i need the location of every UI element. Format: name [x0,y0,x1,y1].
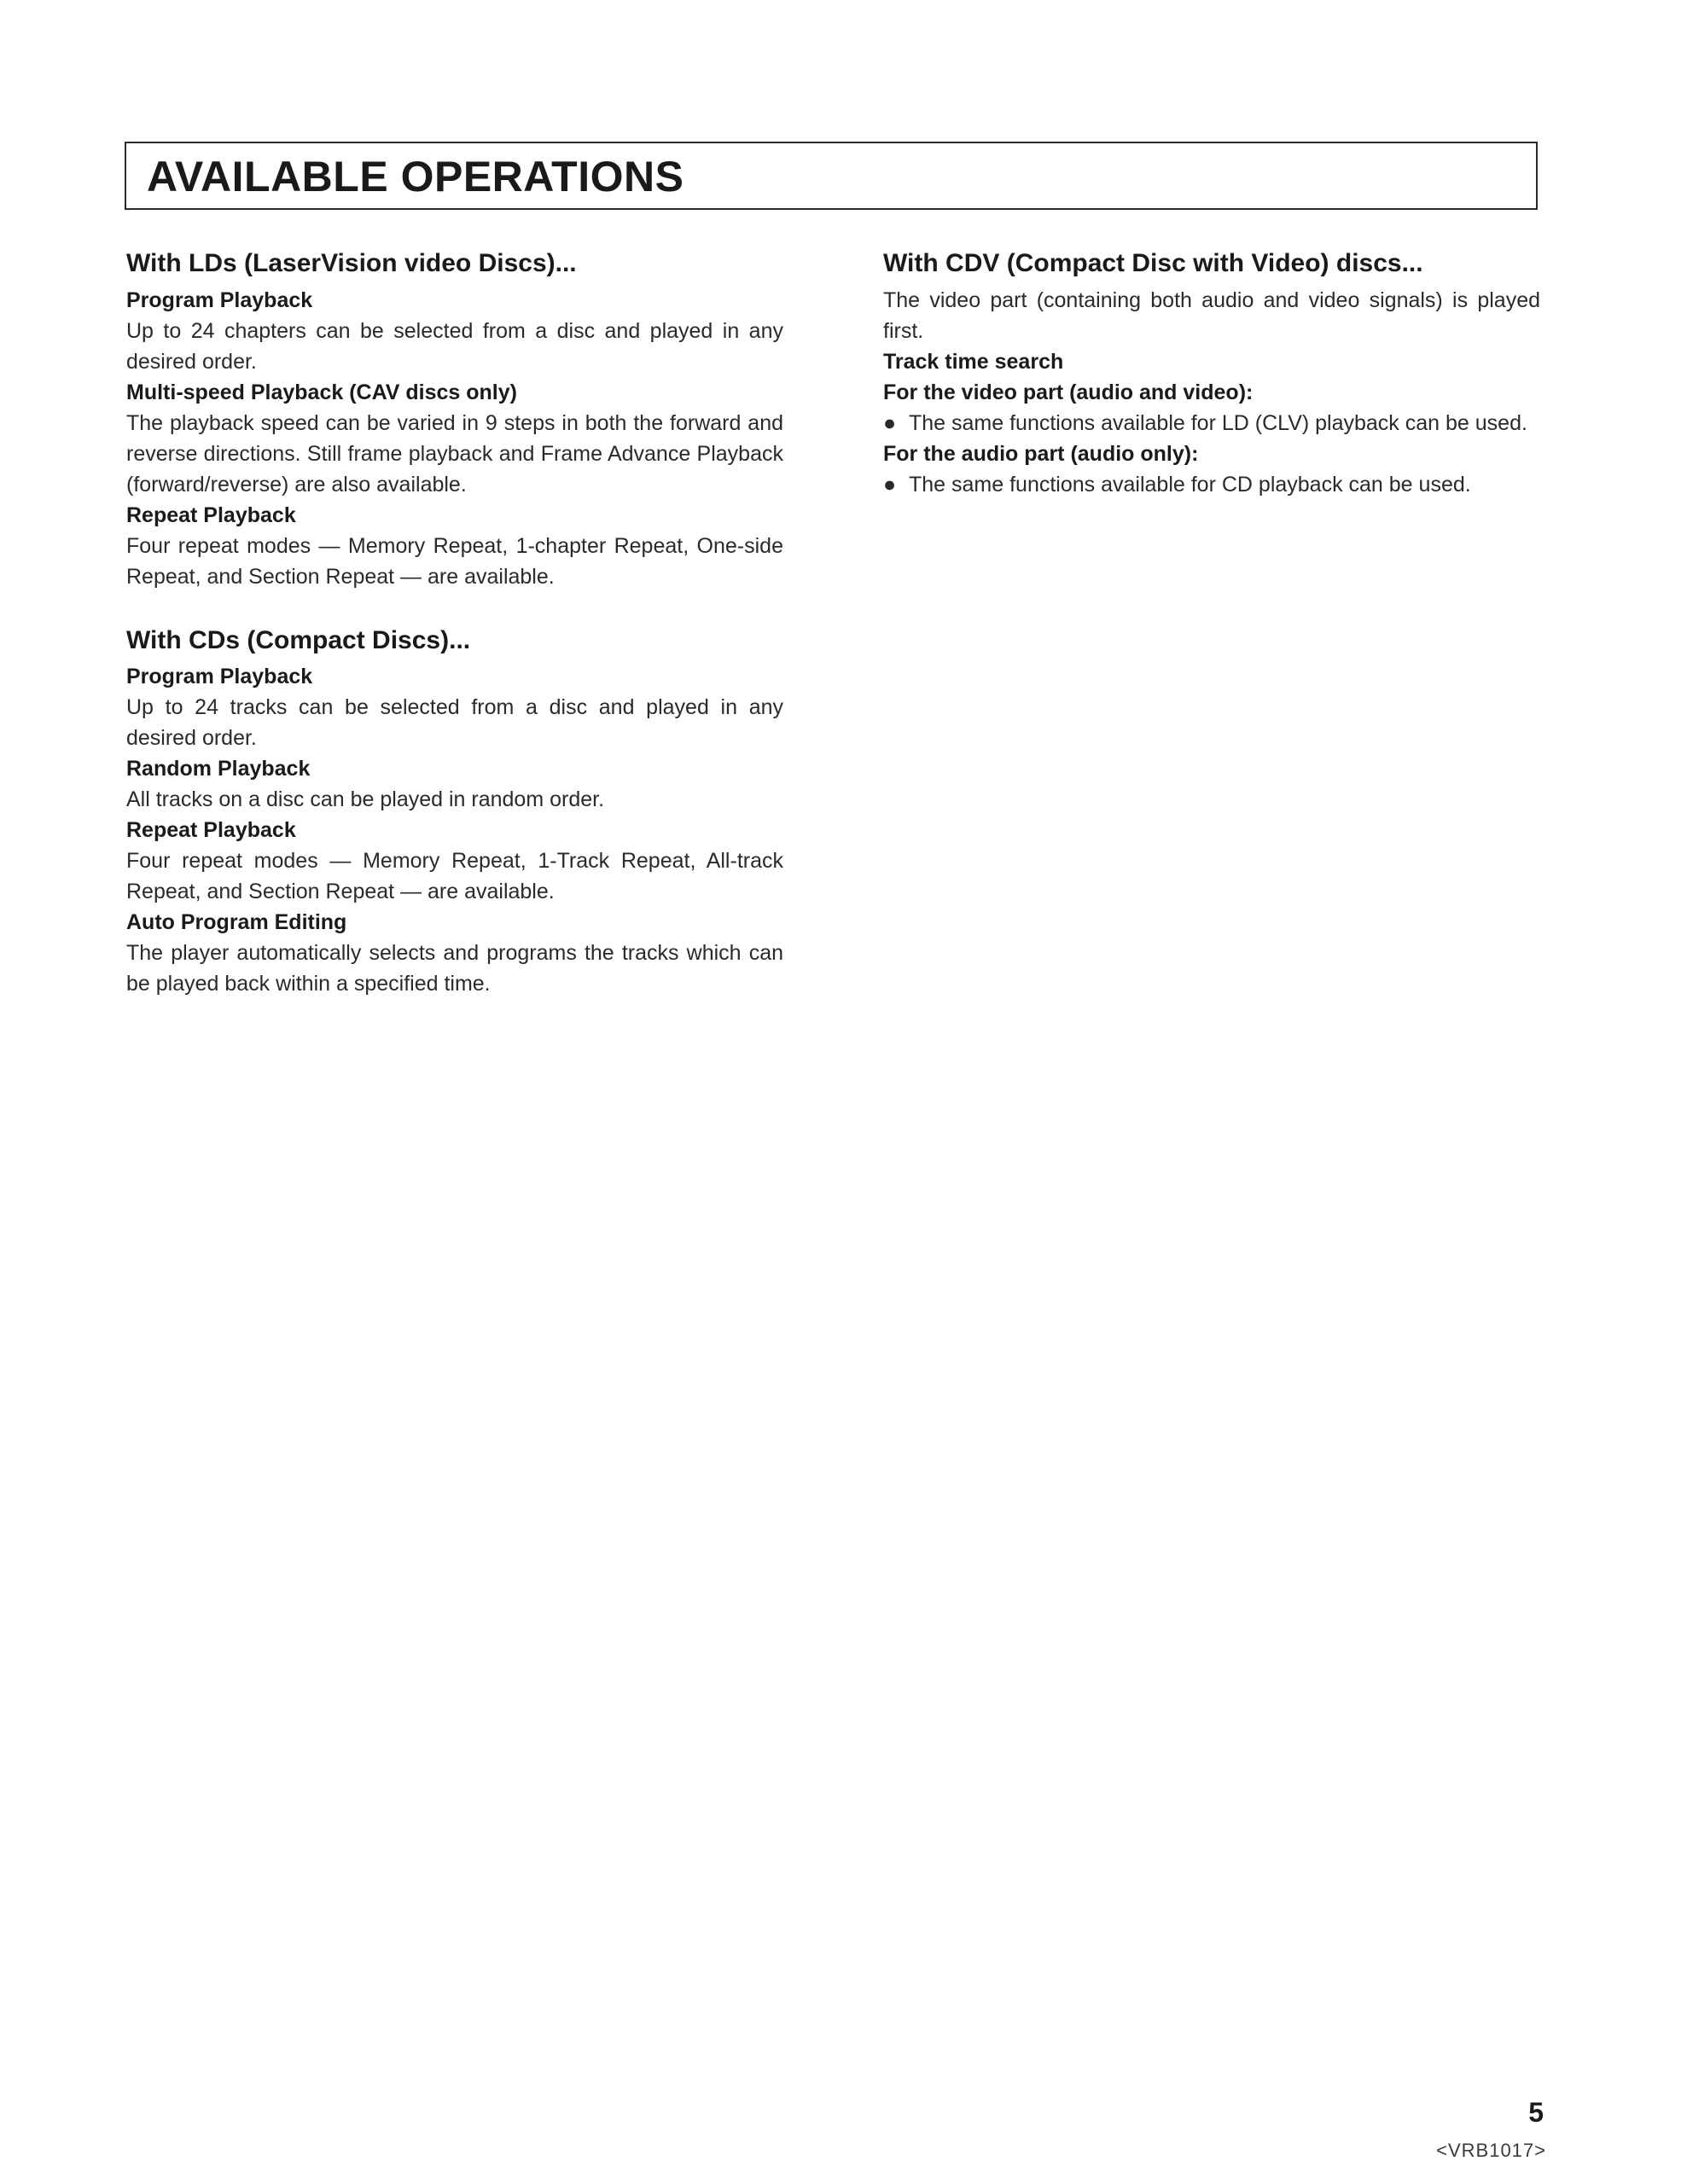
item-body: Up to 24 tracks can be selected from a disc and played in any desired order. [126,695,783,750]
audio-part-heading: For the audio part (audio only): [883,441,1199,466]
section-title-cdv: With CDV (Compact Disc with Video) discs... [883,249,1423,277]
bullet-text: The same functions available for CD playback can be used. [909,472,1471,497]
section-ld [126,247,783,592]
item-body: Four repeat modes — Memory Repeat, 1-chapter Repeat, One-side Repeat, and Section Repeat — are available. [126,533,783,589]
document-code: <VRB1017> [1436,2140,1546,2161]
video-part-heading: For the video part (audio and video): [883,380,1254,404]
cdv-intro: The video part (containing both audio and video signals) is played first. [883,288,1540,343]
item-heading: Multi-speed Playback (CAV discs only) [126,380,517,404]
section-cd [126,624,783,1000]
page-title-box [125,142,1538,210]
video-part-bullet [883,408,1540,439]
page-number: 5 [1528,2097,1544,2128]
item-body: The player automatically selects and programs the tracks which can be played back within a specified time. [126,941,783,996]
item-body: The playback speed can be varied in 9 steps in both the forward and reverse directions. Still frame playback and Frame Advance Playback (forward/reverse) are also available. [126,410,783,497]
bullet-dot-icon: ● [883,472,897,497]
bullet-dot-icon: ● [883,410,897,435]
item-heading: Program Playback [126,665,313,688]
track-time-search-heading: Track time search [883,349,1064,374]
left-column [126,247,783,1031]
bullet-text: The same functions available for LD (CLV) playback can be used. [909,410,1527,435]
page-title: AVAILABLE OPERATIONS [147,153,684,200]
right-column [883,247,1540,532]
section-title-ld: With LDs (LaserVision video Discs)... [126,249,577,277]
item-heading: Repeat Playback [126,818,296,842]
item-body: All tracks on a disc can be played in random order. [126,787,605,811]
item-body: Four repeat modes — Memory Repeat, 1-Track Repeat, All-track Repeat, and Section Repeat — are available. [126,849,783,903]
item-heading: Random Playback [126,757,311,781]
item-heading: Repeat Playback [126,502,296,527]
audio-part-bullet [883,469,1540,500]
item-heading: Auto Program Editing [126,910,347,934]
item-body: Up to 24 chapters can be selected from a disc and played in any desired order. [126,318,783,374]
section-cdv [883,247,1540,500]
section-title-cd: With CDs (Compact Discs)... [126,625,471,654]
item-heading: Program Playback [126,288,313,312]
